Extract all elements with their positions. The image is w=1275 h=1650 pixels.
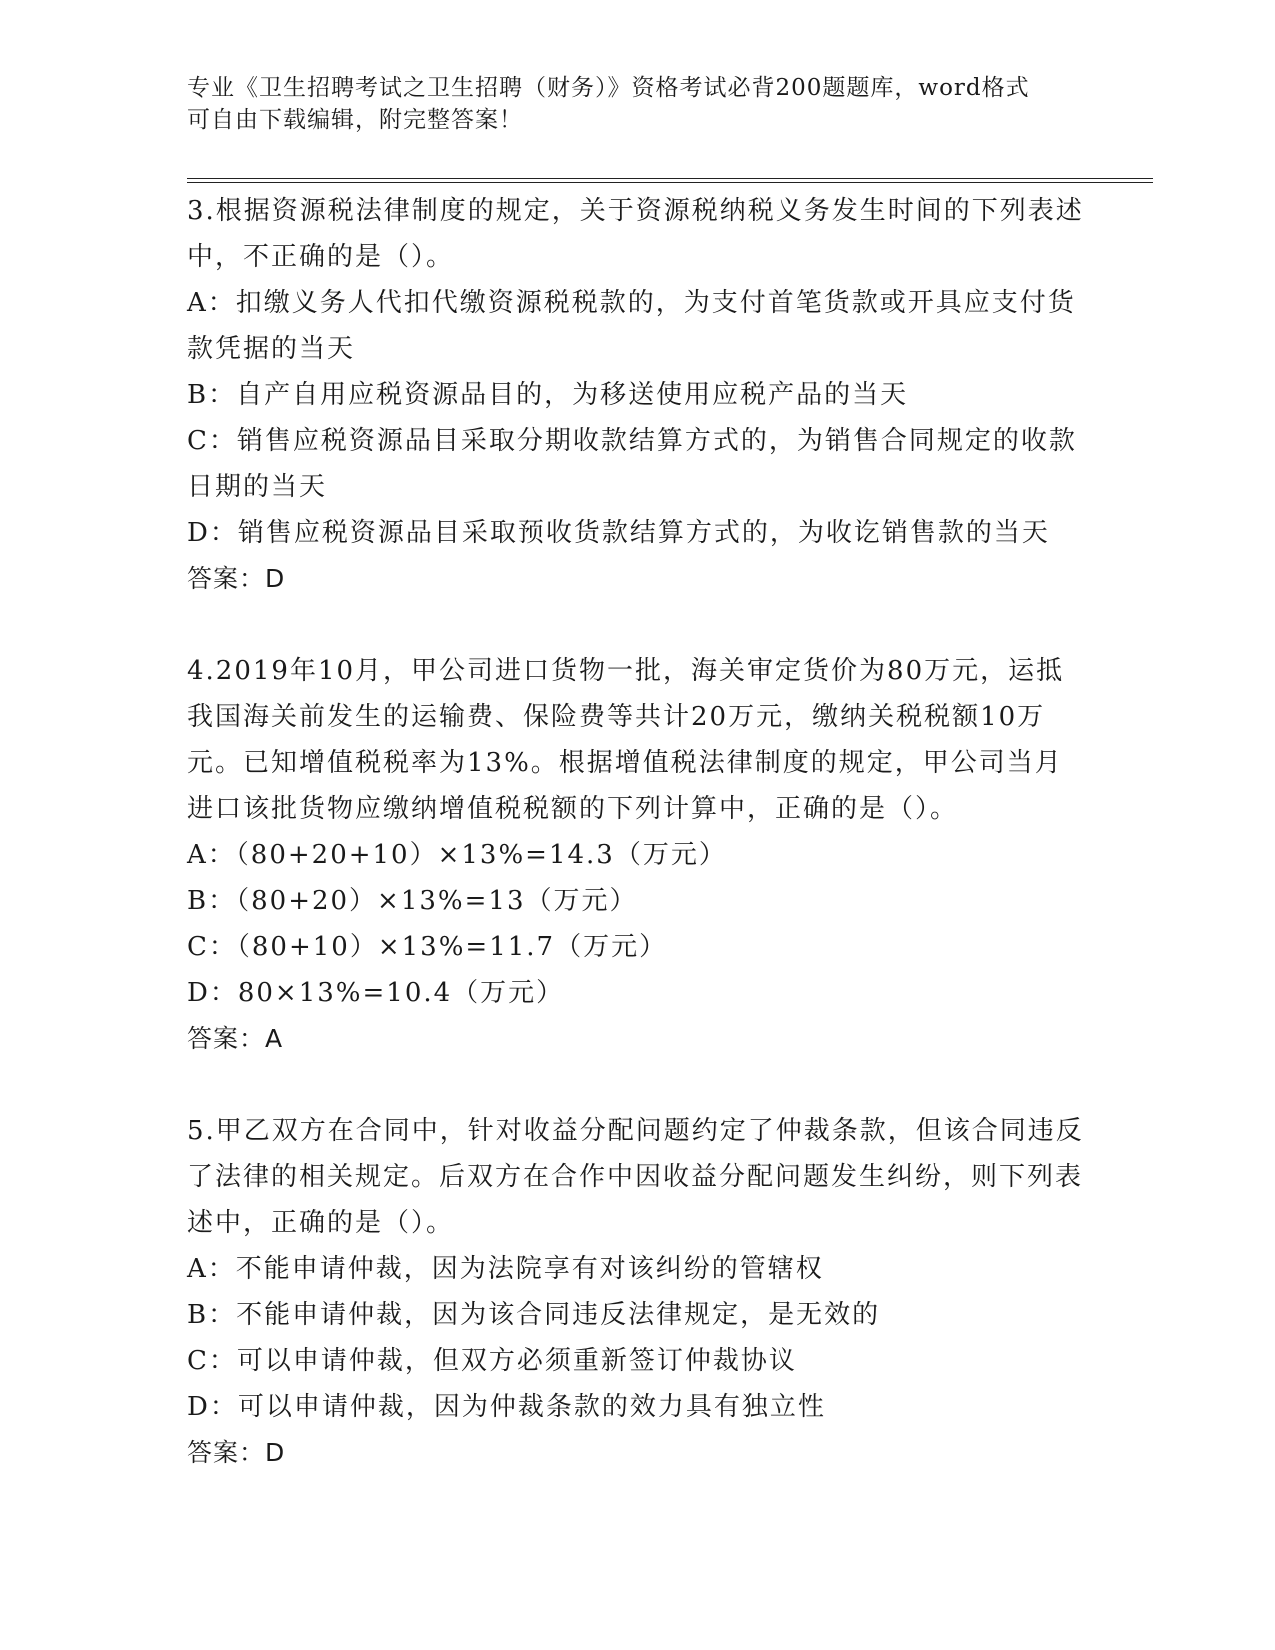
question-list	[187, 188, 1087, 1476]
header-rule-bottom	[187, 182, 1153, 183]
question-5	[187, 1108, 1087, 1476]
question-spacer	[187, 1062, 1087, 1108]
option-b: B：自产自用应税资源品目的，为移送使用应税产品的当天	[187, 380, 909, 410]
question-stem: 5.甲乙双方在合同中，针对收益分配问题约定了仲裁条款，但该合同违反了法律的相关规定。后双方在合作中因收益分配问题发生纠纷，则下列表述中，正确的是（）。	[187, 1116, 1084, 1238]
option-c: C：销售应税资源品目采取分期收款结算方式的，为销售合同规定的收款日期的当天	[187, 426, 1077, 502]
document-header	[187, 72, 1087, 136]
option-a: A：不能申请仲裁，因为法院享有对该纠纷的管辖权	[187, 1254, 824, 1284]
option-d: D：销售应税资源品目采取预收货款结算方式的，为收讫销售款的当天	[187, 518, 1050, 548]
option-a: A：（80+20+10）×13%=14.3（万元）	[187, 840, 727, 870]
option-b: B：（80+20）×13%=13（万元）	[187, 886, 638, 916]
option-c: C：（80+10）×13%=11.7（万元）	[187, 932, 668, 962]
option-a: A：扣缴义务人代扣代缴资源税税款的，为支付首笔货款或开具应支付货款凭据的当天	[187, 288, 1076, 364]
question-stem: 3.根据资源税法律制度的规定，关于资源税纳税义务发生时间的下列表述中，不正确的是（）。	[187, 196, 1084, 272]
answer-label: 答案：D	[187, 1438, 286, 1467]
header-line-1: 专业《卫生招聘考试之卫生招聘（财务）》资格考试必背200题题库，word格式	[187, 75, 1030, 101]
header-line-2: 可自由下载编辑，附完整答案！	[187, 107, 523, 133]
question-stem: 4.2019年10月，甲公司进口货物一批，海关审定货价为80万元，运抵我国海关前发生的运输费、保险费等共计20万元，缴纳关税税额10万元。已知增值税税率为13%。根据增值税法律制度的规定，甲公司当月进口该批货物应缴纳增值税税额的下列计算中，正确的是（）。	[187, 656, 1065, 824]
option-d: D：80×13%=10.4（万元）	[187, 978, 565, 1008]
question-4	[187, 648, 1087, 1062]
answer-label: 答案：D	[187, 564, 286, 593]
answer-label: 答案：A	[187, 1024, 284, 1053]
option-c: C：可以申请仲裁，但双方必须重新签订仲裁协议	[187, 1346, 797, 1376]
question-3	[187, 188, 1087, 602]
option-d: D：可以申请仲裁，因为仲裁条款的效力具有独立性	[187, 1392, 826, 1422]
option-b: B：不能申请仲裁，因为该合同违反法律规定，是无效的	[187, 1300, 881, 1330]
header-rule-top	[187, 178, 1153, 179]
question-spacer	[187, 602, 1087, 648]
